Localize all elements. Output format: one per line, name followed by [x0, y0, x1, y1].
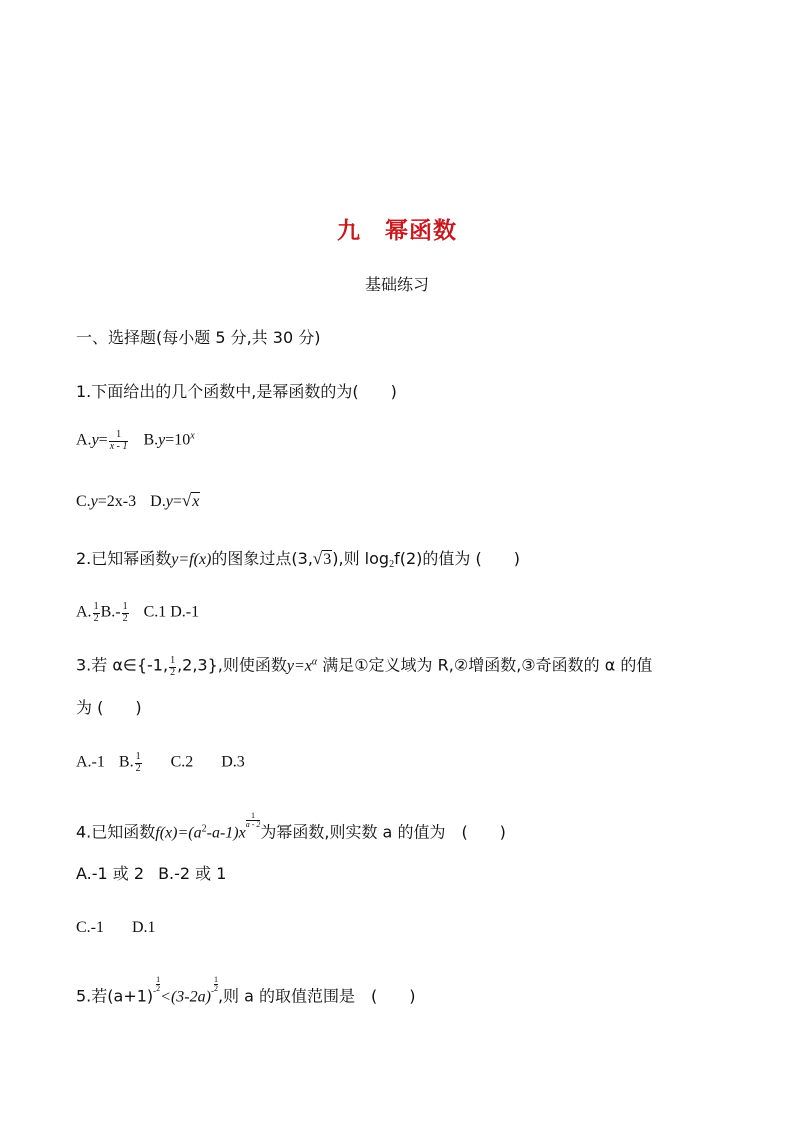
question-3-options: A.-1 B. $\frac{1}{2}$ C.2 D.3	[76, 751, 245, 774]
q1-option-c-label: C.	[76, 493, 91, 510]
section-heading: 一、选择题(每小题 5 分,共 30 分)	[76, 328, 321, 347]
question-1-stem: 1.下面给出的几个函数中,是幂函数的为( )	[76, 382, 397, 401]
question-4-options-ab: A.-1 或 2 B.-2 或 1	[76, 864, 227, 883]
question-5-stem: 5.若(a+1)- $\frac{1}{2}$ <(3-2a)- $\frac{1}{2}$ ,则 a 的取值范围是 ( )	[76, 975, 416, 1006]
q1-option-a-label: A.	[76, 431, 92, 449]
question-3-stem-line2: 为 ( )	[76, 698, 142, 717]
page-subtitle: 基础练习	[364, 275, 429, 294]
sqrt-symbol: √3	[312, 549, 332, 568]
q1-option-c-expr: =2x-3	[97, 493, 137, 510]
sqrt-symbol: √x	[181, 491, 200, 510]
q1-option-d-label: D.	[150, 493, 166, 510]
q1-option-a-fraction: $\frac{1}{x - 1}$	[109, 429, 128, 452]
question-2-options: A. $\frac{1}{2}$ B.- $\frac{1}{2}$ C.1 D.-1	[76, 601, 200, 624]
question-4-stem: 4.已知函数$f(x)=(a^2-a-1)x$ $\frac{1}{a - 2}$ 为幂函数,则实数 a 的值为 ( )	[76, 811, 506, 842]
question-2-stem: 2.已知幂函数y=f(x)的图象过点(3,√3),则 $\log_2f(2)$的值为 ( )	[76, 549, 520, 570]
question-1-options-ab: A.y= $\frac{1}{x - 1}$ $B.y=10^x$	[76, 429, 195, 452]
question-3-stem: 3.若 α∈{-1, $\frac{1}{2}$ ,2,3},则使函数$y=x^\alpha$ 满足①定义域为 R,②增函数,③奇函数的 α 的值	[76, 655, 653, 678]
page-title: 九 幂函数	[337, 218, 457, 244]
question-1-options-cd: C.y=2x-3 D.y=√x	[76, 491, 200, 510]
q1-option-b-label: B.	[143, 431, 159, 449]
question-4-options-cd: C.-1 D.1	[76, 919, 156, 936]
